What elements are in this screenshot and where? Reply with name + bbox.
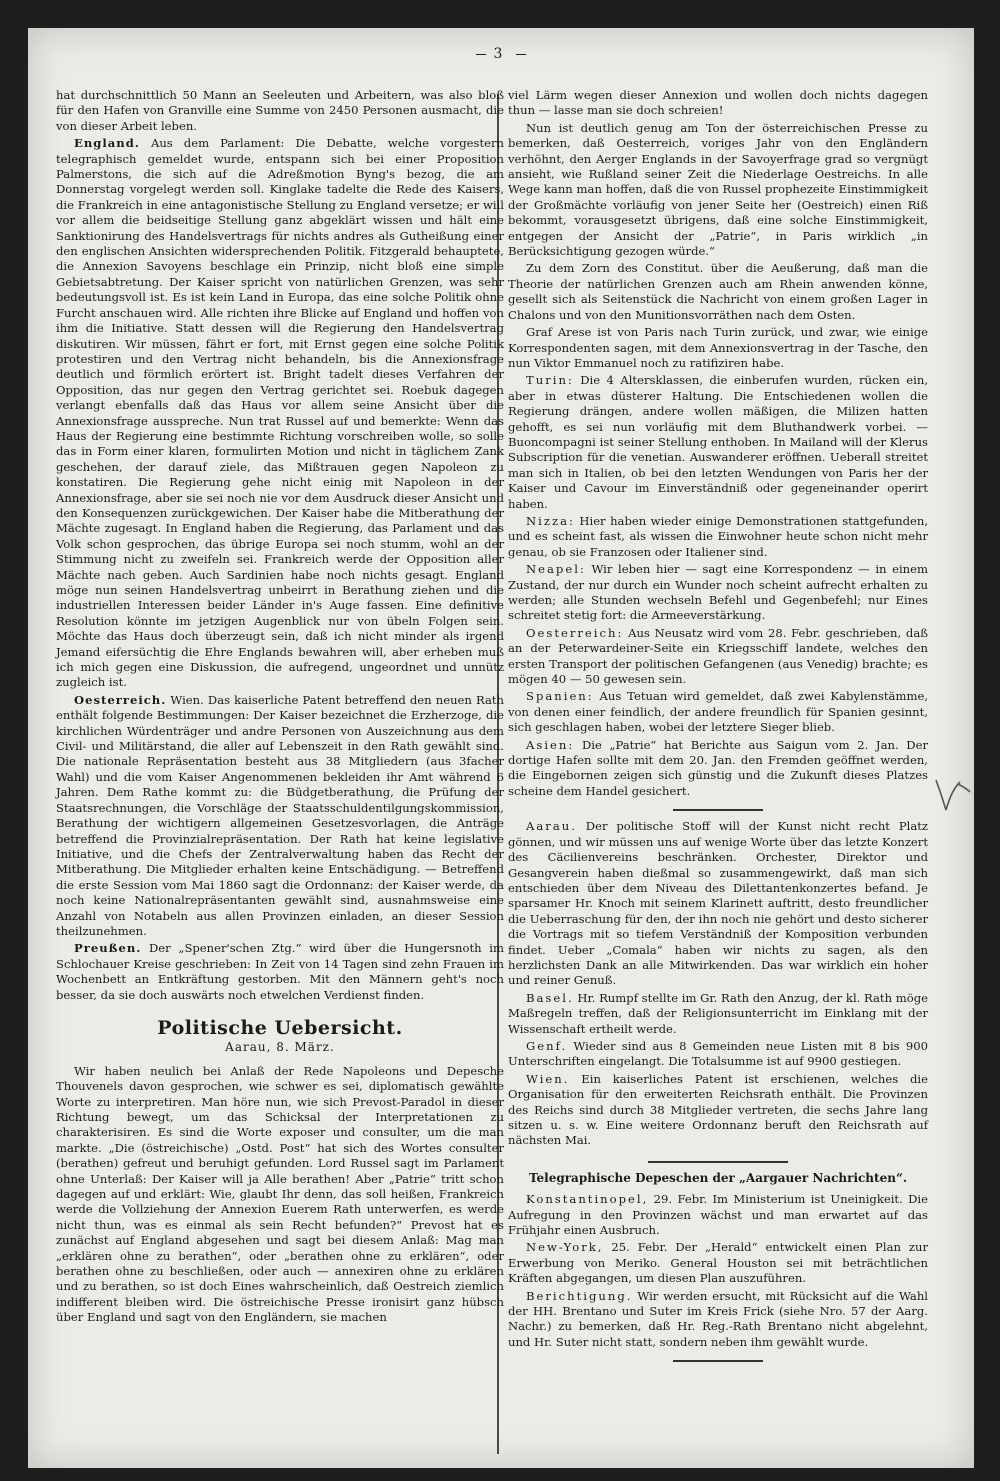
article-paragraph: Genf. Wieder sind aus 8 Gemeinden neue Listen mit 8 bis 900 Unterschriften eingelangt. Die Totalsumme ist auf 9900 gestiegen. (508, 1038, 929, 1069)
article-paragraph: Aarau. Der politische Stoff will der Kunst nicht recht Platz gönnen, und wir müssen uns auf wenige Worte über das letzte Konzert des Cäcilienvereins beschränken. Orchester, Direktor und Gesangverein haben dießmal so zusammengewirkt, daß man sich entschieden über dem Niveau des Dilettantenkonzertes befand. Je sparsamer Hr. Knoch mit seinem Klarinett auftritt, desto freundlicher die Ueberraschung für den, der ihn noch nie gehört und desto sicherer die Vortrags mit so tiefem Verständniß der Komposition verbunden findet. Ueber „Comala“ haben wir nichts zu sagen, als den herzlichsten Dank an alle Mitwirkenden. Das war wirklich ein hoher und reiner Genuß. (508, 819, 929, 988)
article-paragraph: Zu dem Zorn des Constitut. über die Aeußerung, daß man die Theorie der natürlichen Grenzen auch am Rhein anwenden könne, gesellt sich als Seitenstück die Nachricht von einem großen Lager in Chalons und von den Munitionsvorräthen nach dem Osten. (508, 261, 928, 322)
article-paragraph: Nizza: Hier haben wieder einige Demonstrationen stattgefunden, und es scheint fast, als wissen die Einwohner heute schon nicht mehr genau, ob sie Franzosen oder Italiener sind. (508, 513, 928, 559)
dateline: Aarau, 8. März. (225, 1040, 335, 1055)
section-divider (648, 1161, 788, 1163)
article-paragraph: Turin: Die 4 Altersklassen, die einberufen wurden, rücken ein, aber in etwas düsterer Haltung. Die Entschiedenen wollen die Regierung drängen, andere wollen mäßigen, die Milizen hatten gehofft, es sei nun vorläufig mit dem Bluthandwerk vorbei. — Buoncompagni ist seiner Stellung enthoben. In Mailand will der Klerus Subscription für die venetian. Auswanderer eröffnen. Ueberall streitet man sich in Italien, ob bei den letzten Wendungen von Paris her der Kaiser und Cavour im Einverständniß oder gegeneinander operirt haben. (508, 373, 929, 511)
right-column (508, 88, 928, 1370)
section-title: Politische Uebersicht. (157, 1016, 403, 1039)
page-number: 3 (28, 46, 974, 62)
left-column (56, 88, 504, 1328)
article-paragraph: Oesterreich. Wien. Das kaiserliche Patent betreffend den neuen Rath enthält folgende Bestimmungen: Der Kaiser bezeichnet die Erzherzoge, die kirchlichen Würdenträger und andre Personen von Auszeichnung aus dem Civil- und Militärstand, die aller auf Lebenszeit in den Rath gewählt sind. Die nationale Repräsentation besteht aus 38 Mitgliedern (aus 3facher Wahl) und die vom Kaiser Angenommenen bekleiden ihr Amt während 6 Jahren. Dem Rathe kommt zu: die Büdgetberathung, die Prüfung der Staatsrechnungen, die Vorschläge der Staatsschuldentilgungskommission, Berathung der wichtigern allgemeinen Gesetzesvorlagen, die Anträge betreffend die Provinzialrepräsentation. Der Rath hat keine legislative Initiative, und die Chefs der Zentralverwaltung haben das Recht der Mitberathung. Die Mitglieder erhalten keine Entschädigung. — Betreffend die erste Session vom Mai 1860 sagt die Ordonnanz: der Kaiser werde, da noch keine Nationalrepräsentanten gewählt sind, ausnahmsweise eine Anzahl von Notabeln aus allen Provinzen einladen, an dieser Session theilzunehmen. (56, 692, 504, 938)
article-paragraph: Wir haben neulich bei Anlaß der Rede Napoleons und Depesche Thouvenels davon gesprochen, wie schwer es sei, diplomatisch gewählte Worte zu interpretiren. Man höre nun, wie sich Prevost-Paradol in dieser Richtung bewegt, um das Schicksal der Interpretationen zu charakterisiren. Es sind die Worte exposer und consulter, um die man markte. „Die (östreichische) „Ostd. Post“ hat sich des Wortes consulter (berathen) gefreut und beruhigt gefunden. Lord Russel sagt im Parlament ohne Unterlaß: Der Kaiser will ja Alle berathen! Aber „Patrie“ tritt schon dagegen auf und erklärt: Wie, glaubt Ihr denn, das soll heißen, Frankreich werde die Vollziehung der Annexion Euerem Rath unterwerfen, es werde nicht thun, was es einmal als sein Recht befunden?“ Prevost hat es zunächst auf England abgesehen und sagt bei diesem Anlaß: Mag man „erklären ohne zu berathen“, oder „berathen ohne zu erklären“, oder berathen ohne zu beschließen, oder auch — annexiren ohne zu erklären und zu berathen, so ist doch Eines wahrscheinlich, daß Oestreich ziemlich indifferent bleiben wird. Die östreichische Presse ironisirt ganz hübsch über England und sagt von den Engländern, sie machen (56, 1063, 504, 1325)
article-paragraph: Spanien: Aus Tetuan wird gemeldet, daß zwei Kabylenstämme, von denen einer feindlich, der andere freundlich für Spanien gesinnt, sich geschlagen haben, wobei der letztere Sieger blieb. (508, 689, 929, 735)
scan-border-bottom (0, 1468, 1000, 1481)
article-paragraph: Wien. Ein kaiserliches Patent ist erschienen, welches die Organisation für den erweiterten Reichsrath enthält. Die Provinzen des Reichs sind durch 38 Mitglieder vertreten, die sechs Jahre lang sitzen u. s. w. Eine weitere Ordonnanz beruft den Reichsrath auf nächsten Mai. (508, 1071, 928, 1148)
handwritten-mark (932, 770, 972, 814)
telegraph-heading: Telegraphische Depeschen der „Aargauer Nachrichten“. (528, 1170, 908, 1185)
article-paragraph: Asien: Die „Patrie“ hat Berichte aus Saigun vom 2. Jan. Der dortige Hafen sollte mit dem 20. Jan. den Fremden geöffnet werden, die Eingebornen zeigen sich günstig und die Zukunft dieses Platzes scheine dem Handel gesichert. (508, 737, 929, 798)
scan-border-left (0, 0, 28, 1481)
article-paragraph: Basel. Hr. Rumpf stellte im Gr. Rath den Anzug, der kl. Rath möge Maßregeln treffen, daß der Religionsunterricht im Einklang mit der Wissenschaft ertheilt werde. (508, 990, 928, 1036)
article-paragraph: Berichtigung. Wir werden ersucht, mit Rücksicht auf die Wahl der HH. Brentano und Suter im Kreis Frick (siehe Nro. 57 der Aarg. Nachr.) zu bemerken, daß Hr. Reg.-Rath Brentano nicht abgelehnt, und Hr. Suter nicht statt, sondern neben ihm gewählt wurde. (508, 1288, 929, 1349)
article-paragraph: New-York, 25. Febr. Der „Herald“ entwickelt einen Plan zur Erwerbung von Meriko. General Houston sei mit beträchtlichen Kräften abgegangen, um diesen Plan auszuführen. (508, 1240, 929, 1286)
section-divider (673, 809, 763, 811)
article-paragraph: England. Aus dem Parlament: Die Debatte, welche vorgestern telegraphisch gemeldet wurde, entspann sich bei einer Proposition Palmerstons, die sich auf die Adreßmotion Byng's bezog, die am Donnerstag vorgelegt werden soll. Kinglake tadelte die Rede des Kaisers, die Frankreich in eine antagonistische Stellung zu England versetze; er will vor allem die beidseitige Stellung ganz abgeklärt wissen und hält eine Sanktionirung des Handelsvertrags für nichts andres als Gutheißung einer den englischen Ansichten widersprechenden Politik. Fitzgerald behauptete, die Annexion Savoyens beschlage ein Prinzip, nicht bloß eine simple Gebietsabtretung. Der Kaiser spricht von natürlichen Grenzen, was sehr bedeutungsvoll ist. Es ist kein Land in Europa, das eine solche Politik ohne Furcht anschauen wird. Alle richten ihre Blicke auf England und hoffen von ihm die Initiative. Statt dessen will die Regierung den Handelsvertrag diskutiren. Wir müssen, fährt er fort, mit Ernst gegen eine solche Politik protestiren und den Vertrag nicht behandeln, bis die Annexionsfrage deutlich und förmlich erörtert ist. Bright tadelt dieses Verfahren der Opposition, das nur gegen den Vertrag gerichtet sei. Roebuk dagegen verlangt ebenfalls daß das Haus vor allem seine Ansicht über die Annexionsfrage ausspreche. Nun trat Russel auf und bemerkte: Wenn das Haus der Regierung eine bestimmte Richtung vorschreiben wolle, so solle das in Form einer klaren, formulirten Motion und nicht in täglichem Zank geschehen, der darauf ziele, das Mißtrauen gegen Napoleon zu konstatiren. Die Regierung gehe nicht einig mit Napoleon in der Annexionsfrage, aber sie sei noch nie vor dem Ausdruck dieser Ansicht und den Konsequenzen zurückgewichen. Der Kaiser habe die Mitberathung der Mächte zugesagt. In England haben die Regierung, das Parlament und das Volk schon gesprochen, das übrige Europa sei noch stumm, wohl an der Stimmung nicht zu zweifeln sei. Frankreich werde der Opposition aller Mächte nach geben. Auch Sardinien habe noch nichts gesagt. England möge nun seinen Handelsvertrag unbeirrt in Berathung ziehen und die industriellen Interessen beider Länder in's Auge fassen. Eine definitive Resolution könnte im jetzigen Augenblick nur von übeln Folgen sein. Möchte das Haus doch überzeugt sein, daß ich nicht minder als irgend Jemand eifersüchtig die Ehre Englands bewahren will, aber erheben muß ich mich gegen eine Diskussion, die aufregend, ungeordnet und unnütz zugleich ist. (56, 136, 505, 690)
article-paragraph: Graf Arese ist von Paris nach Turin zurück, und zwar, wie einige Korrespondenten sagen, mit dem Annexionsvertrag in der Tasche, den nun Viktor Emmanuel noch zu ratifiziren habe. (508, 325, 928, 370)
article-paragraph: Nun ist deutlich genug am Ton der österreichischen Presse zu bemerken, daß Oesterreich, voriges Jahr von den Engländern verhöhnt, den Aerger Englands in der Savoyerfrage grad so vergnügt ansieht, wie Rußland seiner Zeit die Niederlage Oestreichs. In alle Wege kann man hoffen, daß die von Russel prophezeite Einstimmigkeit der Großmächte vorläufig von jener Seite her (Oestreich) einen Riß bekommt, vorausgesetzt übrigens, daß eine solche Einstimmigkeit, entgegen der Ansicht der „Patrie“, in Paris wirklich „in Berücksichtigung gezogen würde.“ (508, 120, 928, 259)
article-paragraph: Konstantinopel, 29. Febr. Im Ministerium ist Uneinigkeit. Die Aufregung in den Provinzen wächst und man erwartet auf das Frühjahr einen Ausbruch. (508, 1192, 928, 1238)
article-paragraph: Neapel: Wir leben hier — sagt eine Korrespondenz — in einem Zustand, der nur durch ein Wunder noch scheint aufrecht erhalten zu werden; alle Stunden wechseln Befehl und Gegenbefehl; nur Eines schreitet stetig fort: die Armeeverstärkung. (508, 562, 929, 623)
newspaper-page (28, 28, 974, 1468)
section-divider (673, 1360, 763, 1362)
article-paragraph: Oesterreich: Aus Neusatz wird vom 28. Febr. geschrieben, daß an der Peterwardeiner-Seite ein Kriegsschiff landete, welches den ersten Transport der politischen Gefangenen (aus Venedig) brachte; es mögen 40 — 50 gewesen sein. (508, 625, 928, 687)
scan-border-top (0, 0, 1000, 28)
article-paragraph: Preußen. Der „Spener'schen Ztg.“ wird über die Hungersnoth im Schlochauer Kreise geschrieben: In Zeit von 14 Tagen sind zehn Frauen im Wochenbett an Entkräftung gestorben. Mit den Männern geht's noch besser, da sie doch auswärts noch etwelchen Verdienst finden. (56, 941, 504, 1002)
article-paragraph: viel Lärm wegen dieser Annexion und wollen doch nichts dagegen thun — lasse man sie doch schreien! (508, 88, 928, 118)
scan-border-right (974, 0, 1000, 1481)
article-paragraph: hat durchschnittlich 50 Mann an Seeleuten und Arbeitern, was also bloß für den Hafen von Granville eine Summe von 2450 Personen ausmacht, die von dieser Arbeit leben. (56, 88, 504, 133)
